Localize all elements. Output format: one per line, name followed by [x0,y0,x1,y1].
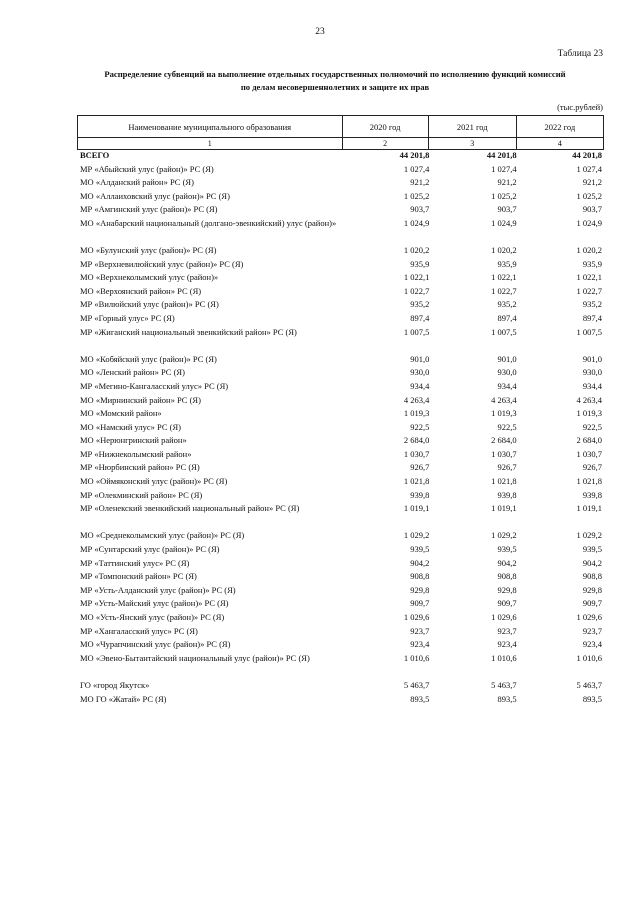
municipality-name: МО «Среднеколымский улус (район)» РС (Я) [80,530,245,541]
table-row [78,298,602,312]
municipality-name: МО «Момский район» [80,408,162,419]
value-2020: 1 025,2 [403,190,430,201]
municipality-name: МО ГО «Жатай» РС (Я) [80,693,167,704]
value-2022: 935,2 [582,299,602,310]
table-row [78,244,602,258]
value-2020: 908,8 [410,571,430,582]
table-row [78,394,602,408]
value-2021: 5 463,7 [491,679,517,690]
value-2020: 939,8 [410,489,430,500]
municipality-name: МР «Оленекский эвенкийский национальный район» РС (Я) [80,503,300,514]
value-2022: 926,7 [582,462,602,473]
total-label: ВСЕГО [80,150,110,160]
value-2022: 935,9 [582,258,602,269]
municipality-name: МР «Усть-Майский улус (район)» РС (Я) [80,598,229,609]
table-title [75,68,595,94]
value-2022: 1 030,7 [576,448,602,459]
municipality-name: МР «Сунтарский улус (район)» РС (Я) [80,544,220,555]
municipality-name: МО «Оймяконский улус (район)» РС (Я) [80,476,228,487]
value-2021: 893,5 [497,693,517,704]
table-row [78,271,602,285]
municipality-name: МО «Эвено-Бытантайский национальный улус (район)» РС (Я) [80,652,310,663]
value-2021: 1 030,7 [491,448,517,459]
value-2020: 4 263,4 [403,394,430,405]
value-2022: 4 263,4 [576,394,602,405]
value-2021: 935,2 [497,299,517,310]
header-col-number-3: 3 [428,138,516,150]
municipality-name: МО «Верхоянский район» РС (Я) [80,285,202,296]
value-2021: 923,4 [497,639,517,650]
value-2020: 1 007,5 [403,326,430,337]
table-label: Таблица 23 [557,49,603,59]
table-row [78,380,602,394]
value-2021: 935,9 [497,258,517,269]
total-2021: 44 201,8 [486,150,517,160]
municipality-name: МР «Нижнеколымский район» [80,448,192,459]
value-2022: 2 684,0 [576,435,602,446]
header-2021: 2021 год [428,116,516,138]
municipality-groups [78,163,602,707]
value-2022: 1 025,2 [576,190,602,201]
value-2022: 1 022,1 [576,272,602,283]
value-2022: 1 019,3 [576,408,602,419]
total-2020: 44 201,8 [399,150,430,160]
units-label: (тыс.рублей) [557,102,603,112]
table-row [78,326,602,340]
table-row [78,312,602,326]
value-2020: 935,9 [410,258,430,269]
value-2020: 922,5 [410,421,430,432]
municipality-name: МР «Абыйский улус (район)» РС (Я) [80,163,214,174]
table-row [78,679,602,693]
value-2020: 1 029,2 [403,530,430,541]
header-name: Наименование муниципального образования [78,116,343,138]
value-2020: 1 021,8 [403,476,430,487]
value-2021: 1 007,5 [491,326,517,337]
value-2021: 2 684,0 [491,435,517,446]
value-2021: 923,7 [497,625,517,636]
value-2022: 5 463,7 [576,679,602,690]
title-line-1: Распределение субвенций на выполнение отдельных государственных полномочий по исполнению функций комиссий [104,69,566,79]
municipality-name: МО «Намский улус» РС (Я) [80,421,181,432]
value-2020: 935,2 [410,299,430,310]
value-2022: 1 007,5 [576,326,602,337]
page-number: 23 [315,27,325,37]
table-row [78,475,602,489]
value-2020: 903,7 [410,204,430,215]
title-line-2: по делам несовершеннолетних и защите их прав [240,82,430,92]
table-row [78,693,602,707]
value-2021: 930,0 [497,367,517,378]
value-2021: 1 027,4 [491,163,517,174]
header-col-number-2: 2 [342,138,428,150]
value-2022: 901,0 [582,353,602,364]
value-2020: 1 019,3 [403,408,430,419]
value-2020: 1 029,6 [403,612,430,622]
municipality-name: МО «Алданский район» РС (Я) [80,177,194,188]
value-2022: 934,4 [582,380,602,391]
value-2022: 1 010,6 [576,652,602,663]
value-2022: 939,8 [582,489,602,500]
value-2022: 923,4 [582,639,602,650]
table-row [78,203,602,217]
value-2022: 1 024,9 [576,217,602,228]
value-2021: 926,7 [497,462,517,473]
value-2021: 1 022,1 [491,272,517,283]
value-2021: 1 029,6 [491,612,517,622]
value-2022: 1 020,2 [576,244,602,255]
value-2021: 1 019,1 [491,503,517,514]
table-row [78,502,602,516]
value-2021: 1 010,6 [491,652,517,663]
value-2020: 1 030,7 [403,448,430,459]
value-2020: 921,2 [410,177,430,188]
value-2020: 1 020,2 [403,244,430,255]
header-2022: 2022 год [516,116,603,138]
table-row [78,176,602,190]
value-2021: 1 020,2 [491,244,517,255]
value-2020: 897,4 [410,312,430,323]
table-row [78,597,602,611]
table-row [78,366,602,380]
value-2020: 904,2 [410,557,430,568]
table-row [78,217,602,244]
value-2021: 901,0 [497,353,517,364]
table-row [78,625,602,639]
value-2020: 1 027,4 [403,163,430,174]
table-row [78,543,602,557]
municipality-name: МР «Мегино-Кангаласский улус» РС (Я) [80,380,229,391]
value-2021: 939,8 [497,489,517,500]
table-row [78,353,602,367]
value-2020: 1 010,6 [403,652,430,663]
value-2022: 904,2 [582,557,602,568]
value-2021: 921,2 [497,177,517,188]
value-2020: 1 022,1 [403,272,430,283]
header-col-number-1: 1 [78,138,343,150]
table-row [78,421,602,435]
total-2022: 44 201,8 [572,150,602,160]
table-body [78,149,602,706]
table-row [78,570,602,584]
table-row [78,285,602,299]
value-2020: 901,0 [410,353,430,364]
table-row [78,529,602,543]
municipality-name: ГО «город Якутск» [80,679,150,690]
table-row [78,258,602,272]
municipality-name: МР «Олекминский район» РС (Я) [80,489,203,500]
value-2021: 897,4 [497,312,517,323]
value-2020: 939,5 [410,544,430,555]
value-2020: 926,7 [410,462,430,473]
total-row [78,149,602,163]
value-2021: 909,7 [497,598,517,609]
value-2021: 929,8 [497,584,517,595]
value-2021: 1 022,7 [491,285,517,296]
value-2022: 1 027,4 [576,163,602,174]
value-2021: 1 029,2 [491,530,517,541]
value-2020: 909,7 [410,598,430,609]
table-row [78,448,602,462]
table-header [77,115,604,150]
municipality-name: МО «Усть-Янский улус (район)» РС (Я) [80,612,225,622]
group-spacer [78,516,602,530]
municipality-name: МР «Усть-Алданский улус (район)» РС (Я) [80,584,236,595]
municipality-name: МО «Чурапчинский улус (район)» РС (Я) [80,639,231,650]
value-2020: 923,4 [410,639,430,650]
municipality-name: МО «Ленский район» РС (Я) [80,367,185,378]
table-row [78,489,602,503]
value-2022: 1 019,1 [576,503,602,514]
table-row [78,190,602,204]
municipality-name: МР «Горный улус» РС (Я) [80,312,175,323]
value-2022: 939,5 [582,544,602,555]
group-spacer [78,665,602,679]
value-2020: 893,5 [410,693,430,704]
value-2020: 934,4 [410,380,430,391]
header-col-number-4: 4 [516,138,603,150]
value-2020: 2 684,0 [403,435,430,446]
value-2022: 929,8 [582,584,602,595]
value-2020: 1 019,1 [403,503,430,514]
municipality-name: МР «Жиганский национальный эвенкийский район» РС (Я) [80,326,297,337]
value-2022: 930,0 [582,367,602,378]
municipality-name: МО «Анабарский национальный (долгано-эвенкийский) улус (район)» [80,217,337,228]
value-2021: 934,4 [497,380,517,391]
header-2020: 2020 год [342,116,428,138]
table-row [78,611,602,625]
table-row [78,638,602,652]
value-2022: 909,7 [582,598,602,609]
value-2020: 1 024,9 [403,217,430,228]
municipality-name: МР «Нюрбинский район» РС (Я) [80,462,200,473]
value-2020: 5 463,7 [403,679,430,690]
municipality-name: МО «Булунский улус (район)» РС (Я) [80,244,217,255]
table-row [78,461,602,475]
value-2022: 908,8 [582,571,602,582]
value-2021: 1 019,3 [491,408,517,419]
municipality-name: МР «Хангаласский улус» РС (Я) [80,625,198,636]
value-2022: 897,4 [582,312,602,323]
value-2021: 904,2 [497,557,517,568]
value-2021: 903,7 [497,204,517,215]
value-2022: 1 022,7 [576,285,602,296]
value-2021: 1 025,2 [491,190,517,201]
table-row [78,163,602,177]
value-2022: 1 029,6 [576,612,602,622]
municipality-name: МО «Верхнеколымский улус (район)» [80,272,219,283]
municipality-name: МО «Мирнинский район» РС (Я) [80,394,201,405]
table-row [78,584,602,598]
value-2022: 922,5 [582,421,602,432]
value-2022: 921,2 [582,177,602,188]
value-2020: 930,0 [410,367,430,378]
value-2022: 1 021,8 [576,476,602,487]
table-row [78,652,602,666]
municipality-name: МР «Амгинский улус (район)» РС (Я) [80,204,218,215]
municipality-name: МО «Аллаиховский улус (район)» РС (Я) [80,190,230,201]
value-2021: 908,8 [497,571,517,582]
value-2022: 923,7 [582,625,602,636]
value-2021: 1 021,8 [491,476,517,487]
table-row [78,557,602,571]
value-2020: 923,7 [410,625,430,636]
value-2021: 4 263,4 [491,394,517,405]
table-row [78,434,602,448]
value-2020: 929,8 [410,584,430,595]
value-2020: 1 022,7 [403,285,430,296]
municipality-name: МР «Томпонский район» РС (Я) [80,571,197,582]
municipality-name: МР «Вилюйский улус (район)» РС (Я) [80,299,219,310]
value-2021: 922,5 [497,421,517,432]
value-2022: 893,5 [582,693,602,704]
value-2022: 903,7 [582,204,602,215]
municipality-name: МР «Таттинский улус» РС (Я) [80,557,190,568]
value-2021: 1 024,9 [491,217,517,228]
table-row [78,407,602,421]
group-spacer [78,339,602,353]
municipality-name: МР «Верхневилюйский улус (район)» РС (Я) [80,258,244,269]
value-2022: 1 029,2 [576,530,602,541]
municipality-name: МО «Кобяйский улус (район)» РС (Я) [80,353,217,364]
value-2021: 939,5 [497,544,517,555]
municipality-name: МО «Нерюнгринский район» [80,435,187,446]
